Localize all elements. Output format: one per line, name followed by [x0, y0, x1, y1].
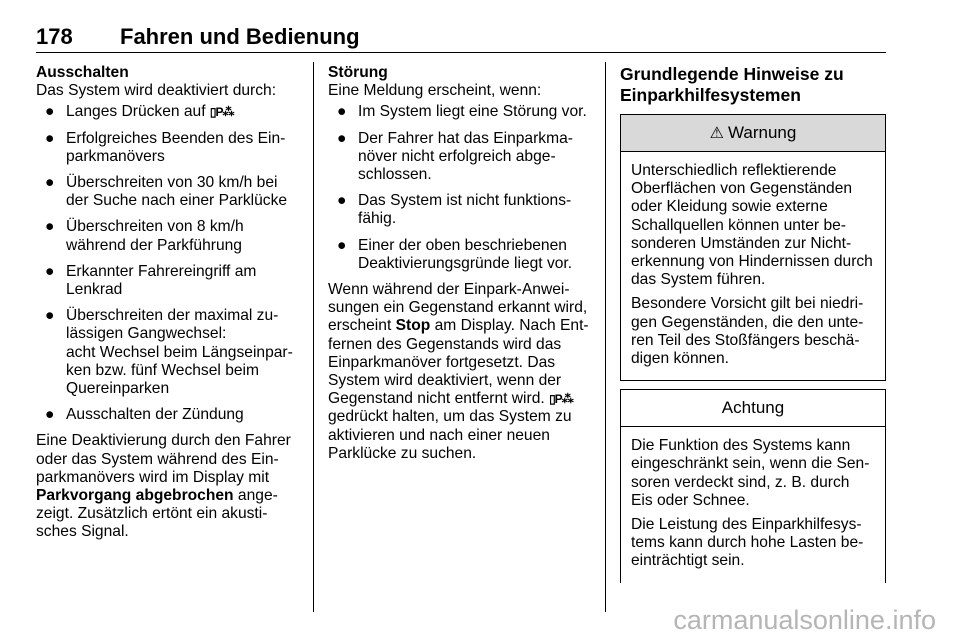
list-item: ● Das System ist nicht funktions-fähig. [337, 192, 572, 228]
list-item: ● Langes Drücken auf ▯P⁂ [45, 103, 234, 121]
list-item: ● Im System liegt eine Störung vor. [337, 103, 587, 121]
fault-list [328, 103, 590, 273]
list-item: ● Überschreiten von 30 km/h bei der Suche nach einer Parklücke [45, 174, 288, 210]
stop-message-bold: Stop [395, 317, 431, 335]
list-item: ● Der Fahrer hat das Einparkma-növer nicht erfolgreich abge-schlossen. [337, 129, 573, 184]
bullet-icon: ● [337, 192, 347, 210]
warning-text-2: Besondere Vorsicht gilt bei niedri-gen Gegenständen, die den unte-ren Teil des Stoßfängers beschä-digen können. [631, 295, 864, 368]
warning-box [620, 114, 886, 381]
column-1 [36, 64, 298, 542]
caution-box-title: Achtung [621, 390, 885, 427]
intro-text: Das System wird deaktiviert durch: [36, 82, 277, 100]
page-number: 178 [36, 24, 73, 49]
section-heading-stoerung: Störung [328, 64, 388, 81]
list-item: ● Überschreiten von 8 km/h während der Parkführung [45, 218, 244, 254]
column-3 [620, 64, 886, 583]
bullet-icon: ● [45, 218, 55, 236]
bullet-icon: ● [45, 103, 55, 121]
intro-text: Eine Meldung erscheint, wenn: [328, 82, 542, 100]
section-heading-ausschalten: Ausschalten [36, 64, 129, 81]
list-item: ● Überschreiten der maximal zu-lässigen Gangwechsel: acht Wechsel beim Längseinpar-ken bzw. fünf Wechsel beim Quereinparken [45, 307, 293, 398]
bullet-icon: ● [337, 129, 347, 147]
list-item: ● Erfolgreiches Beenden des Ein-parkmanövers [45, 129, 286, 165]
bullet-icon: ● [45, 406, 55, 424]
list-item: ● Erkannter Fahrereingriff am Lenkrad [45, 262, 257, 299]
header-rule [36, 52, 886, 53]
page-header [36, 24, 886, 52]
park-assist-key-icon: ▯P⁂ [549, 392, 573, 407]
column-2 [328, 64, 590, 463]
bullet-icon: ● [45, 307, 55, 325]
caution-text-2: Die Leistung des Einparkhilfesys-tems kann durch hohe Lasten be-einträchtigt sein. [631, 516, 864, 570]
bullet-icon: ● [45, 129, 55, 147]
section-heading-hinweise: Grundlegende Hinweise zu Einparkhilfesystemen [620, 64, 844, 105]
deactivation-list [36, 103, 298, 424]
list-item: ● Ausschalten der Zündung [45, 406, 244, 424]
chapter-title: Fahren und Bedienung [120, 24, 360, 49]
deactivation-paragraph: Eine Deaktivierung durch den Fahrer oder das System während des Ein-parkmanövers wird im Display mit Parkvorgang abgebrochen ange-zeigt. Zusätzlich ertönt ein akusti-sches Signal. [36, 432, 291, 541]
watermark: carmanualsonline.info [673, 605, 936, 635]
list-item: ● Einer der oben beschriebenen Deaktivierungsgründe liegt vor. [337, 236, 573, 272]
warning-text-1: Unterschiedlich reflektierende Oberflächen von Gegenständen oder Kleidung sowie externe Schallquellen können unter be-sonderen Umständen zur Nicht-erkennung von Hindernissen durch das System führen. [631, 162, 873, 289]
park-assist-key-icon: ▯P⁂ [209, 105, 234, 120]
bullet-icon: ● [337, 103, 347, 121]
column-divider-2 [605, 62, 606, 612]
caution-text-1: Die Funktion des Systems kann eingeschränkt sein, wenn die Sen-soren verdeckt sind, z. B. durch Eis oder Schnee. [631, 437, 870, 509]
bullet-icon: ● [337, 236, 347, 254]
column-divider-1 [313, 62, 314, 612]
stop-paragraph: Wenn während der Einpark-Anwei-sungen ein Gegenstand erkannt wird, erscheint Stop am Display. Nach Ent-fernen des Gegenstands wird das Einparkmanöver fortgesetzt. Das System wird deaktiviert, wenn der Gegenstand nicht entfernt wird. ▯P⁂ gedrückt halten, um das System zu aktivieren und nach einer neuen Parklücke zu suchen. [328, 281, 589, 462]
bullet-icon: ● [45, 174, 55, 192]
display-message-bold: Parkvorgang abgebrochen [36, 487, 234, 505]
caution-box [620, 389, 886, 582]
bullet-icon: ● [45, 262, 55, 280]
warning-icon: ⚠ [709, 125, 724, 142]
warning-box-title: ⚠ Warnung [621, 115, 885, 152]
